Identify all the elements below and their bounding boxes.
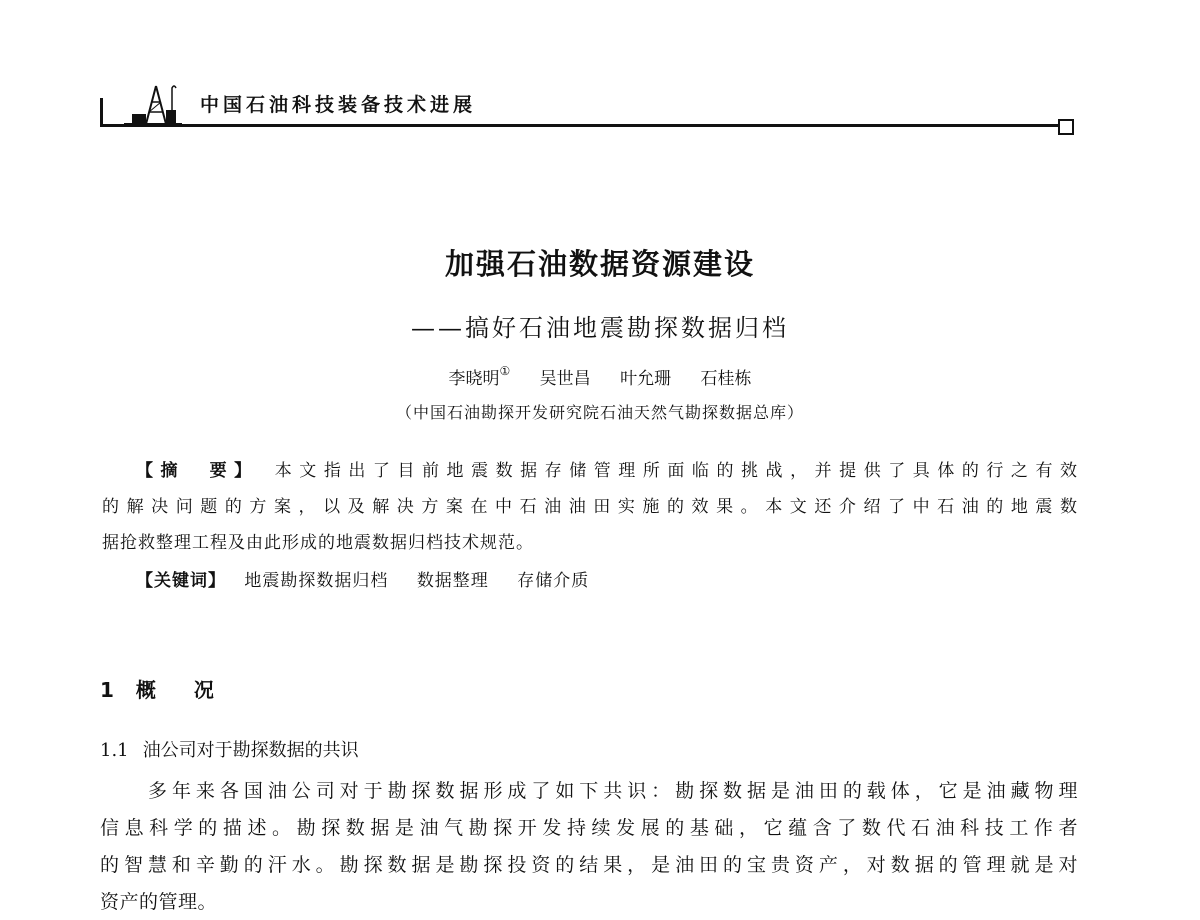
author-footnote-marker: ① — [499, 364, 511, 378]
body-line: 信息科学的描述。勘探数据是油气勘探开发持续发展的基础，它蕴含了数代石油科技工作者 — [100, 817, 1078, 839]
subsection-heading — [100, 736, 359, 762]
abstract-label: 【摘 要】 — [136, 461, 251, 481]
header-end-box — [1058, 119, 1074, 135]
abstract-line: 的解决问题的方案，以及解决方案在中石油油田实施的效果。本文还介绍了中石油的地震数 — [102, 497, 1078, 517]
author-list — [0, 364, 1200, 389]
keyword: 数据整理 — [416, 571, 489, 591]
subsection-number: 1.1 — [100, 740, 129, 761]
abstract-line: 据抢救整理工程及由此形成的地震数据归档技术规范。 — [102, 533, 534, 553]
keyword: 存储介质 — [517, 571, 590, 591]
body-line: 多年来各国油公司对于勘探数据形成了如下共识：勘探数据是油田的载体，它是油藏物理 — [148, 780, 1078, 802]
keyword: 地震勘探数据归档 — [244, 571, 389, 591]
journal-title: 中国石油科技装备技术进展 — [200, 94, 477, 116]
header-rule — [100, 124, 1062, 127]
paper-title: 加强石油数据资源建设 — [444, 247, 755, 281]
oil-derrick-icon — [122, 80, 184, 126]
abstract-line: 【摘 要】 本文指出了目前地震数据存储管理所面临的挑战，并提供了具体的行之有效 — [136, 461, 1079, 481]
section-title-part: 况 — [193, 678, 214, 702]
section-number: 1 — [100, 678, 114, 702]
keywords — [136, 566, 611, 591]
author-name: 吴世昌 — [539, 369, 591, 389]
body-line: 资产的管理。 — [100, 891, 218, 913]
keywords-label: 【关键词】 — [136, 571, 226, 591]
subsection-title: 油公司对于勘探数据的共识 — [142, 740, 359, 761]
author-name: 叶允珊 — [620, 369, 672, 389]
header-corner-tick — [100, 98, 103, 126]
author-name: 李晓明① — [448, 364, 511, 389]
affiliation: （中国石油勘探开发研究院石油天然气勘探数据总库） — [395, 403, 804, 422]
body-line: 的智慧和辛勤的汗水。勘探数据是勘探投资的结果，是油田的宝贵资产，对数据的管理就是对 — [100, 854, 1078, 876]
section-heading — [100, 674, 214, 703]
paper-subtitle: ——搞好石油地震勘探数据归档 — [411, 314, 789, 342]
section-title-part: 概 — [135, 678, 156, 702]
author-name: 石桂栋 — [700, 369, 752, 389]
